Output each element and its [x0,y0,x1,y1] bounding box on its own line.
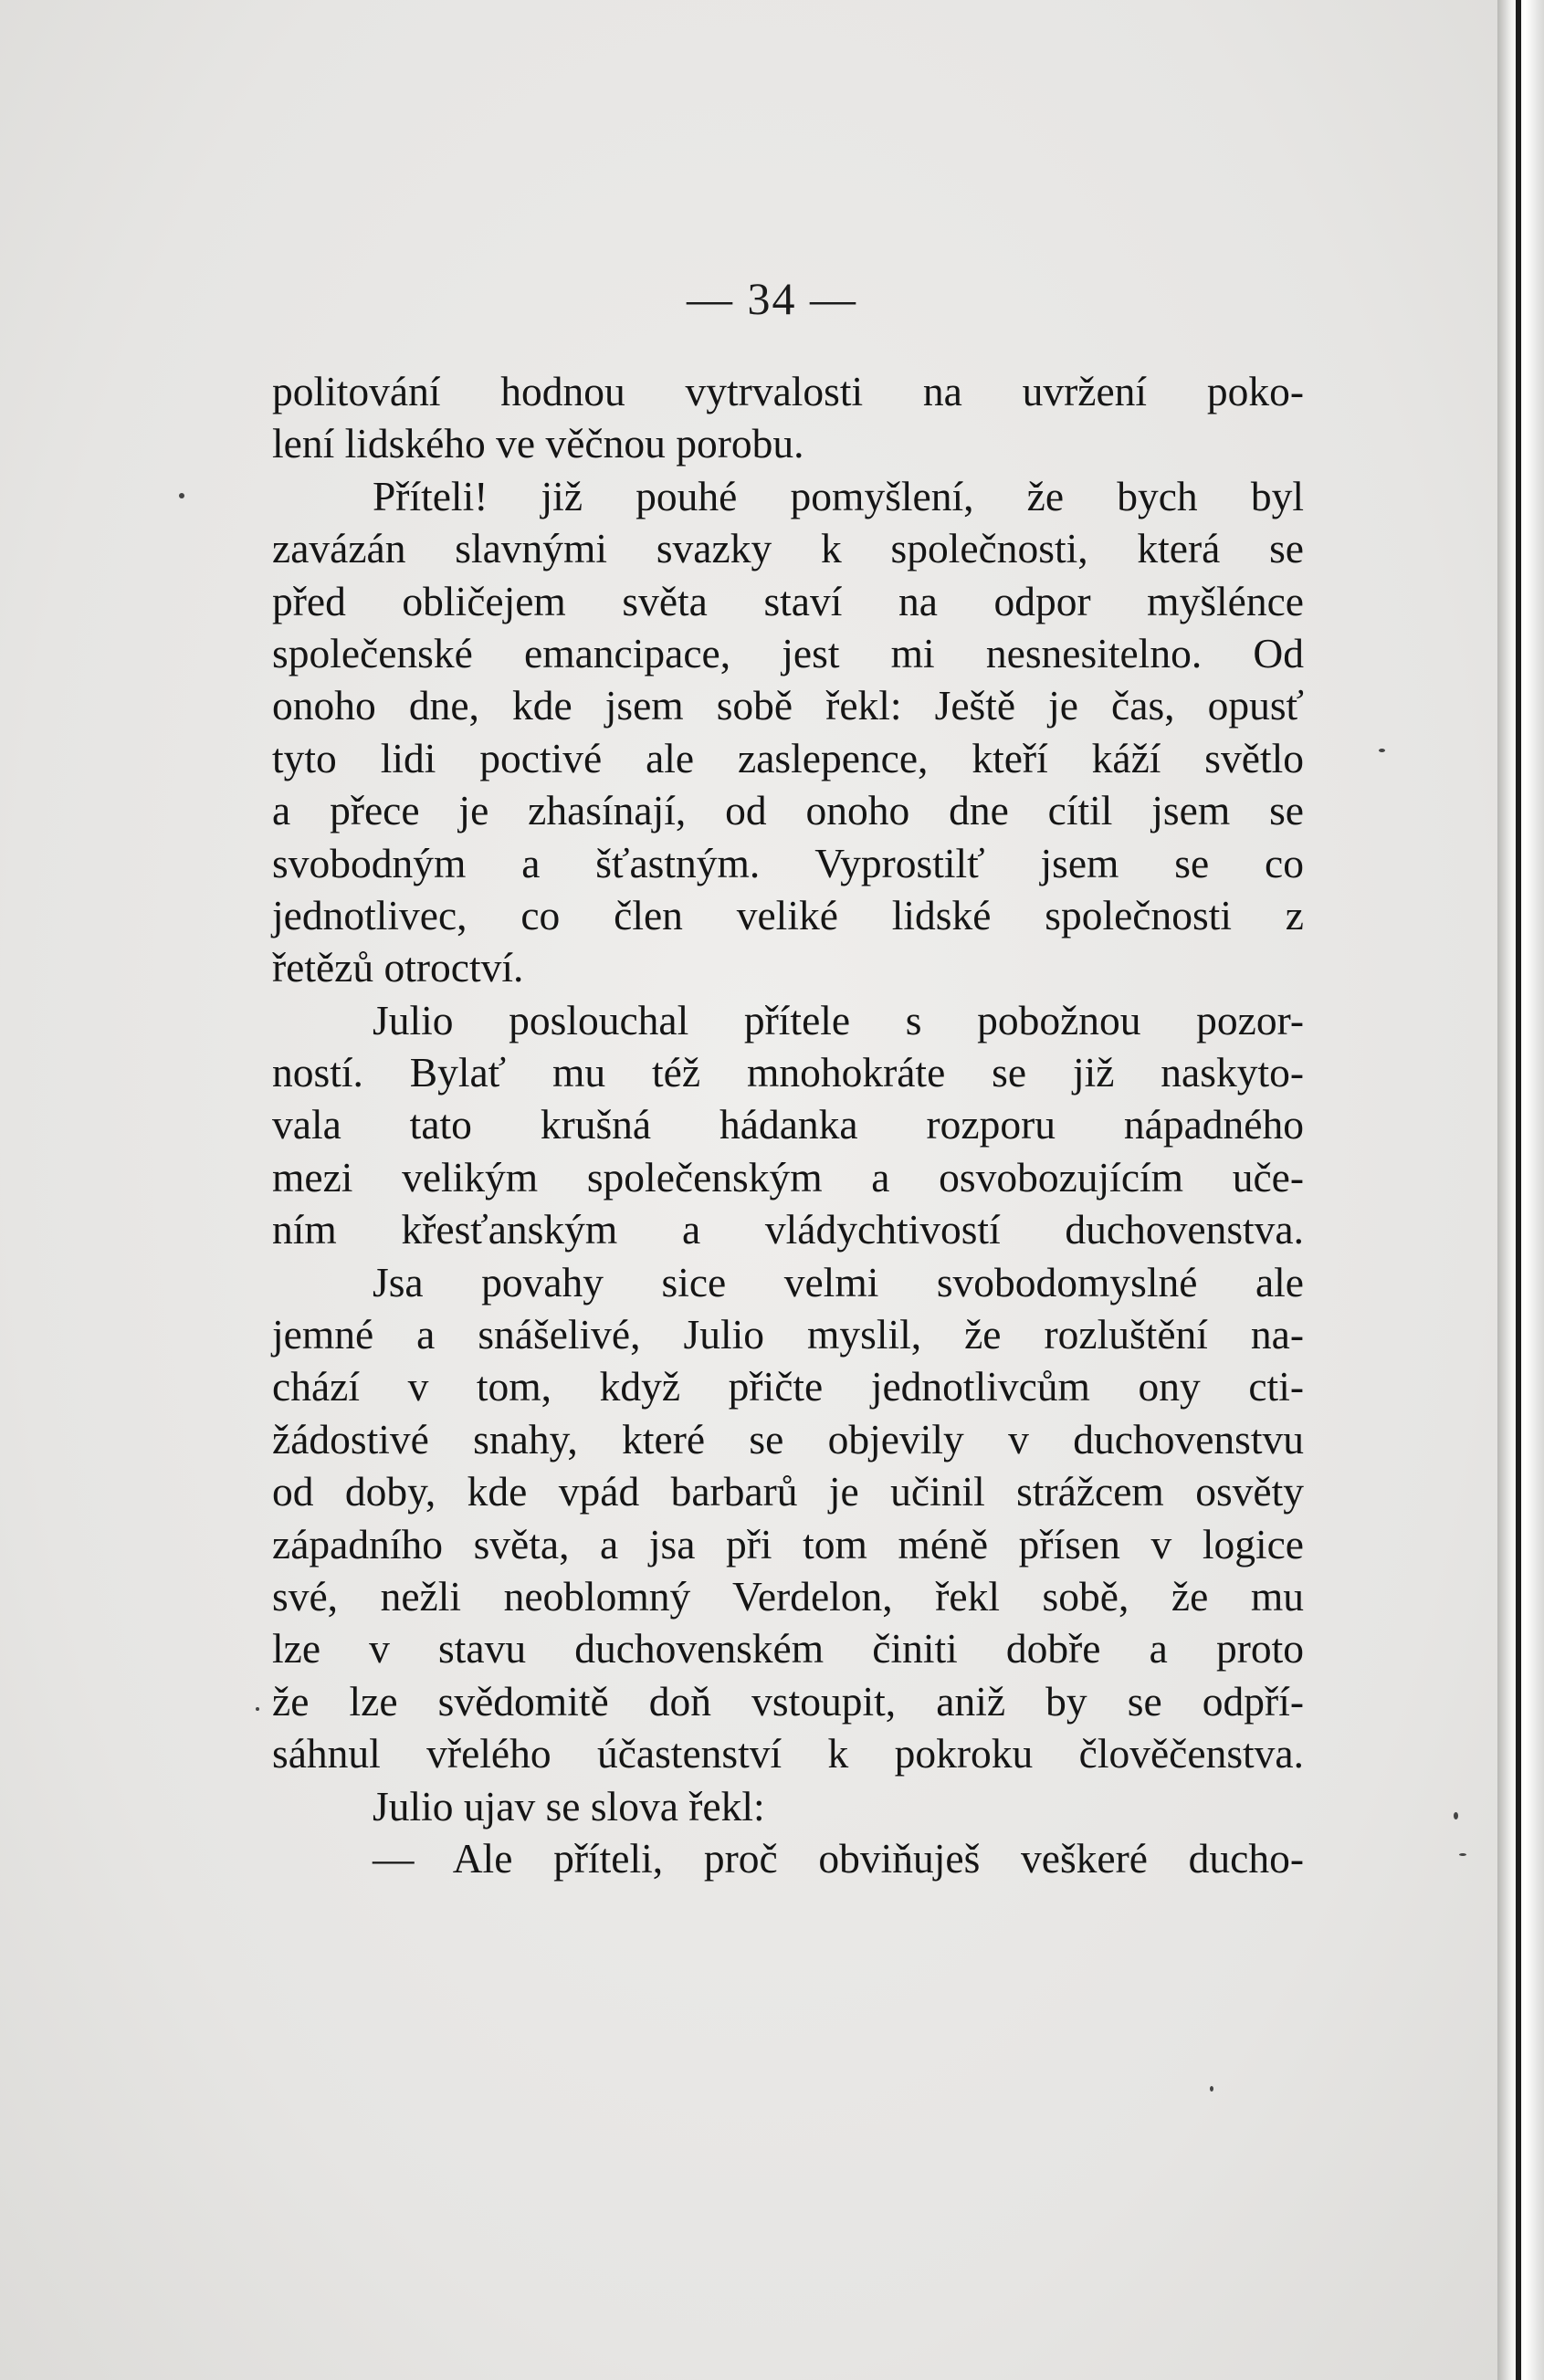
print-speck [1379,749,1385,752]
text-line: vala tato krušná hádanka rozporu nápadného [272,1101,1304,1148]
text-line: lení lidského ve věčnou porobu. [272,420,804,467]
text-line: svobodným a šťastným. Vyprostilť jsem se co [272,839,1304,886]
text-line: od doby, kde vpád barbarů je učinil strážcem osvěty [272,1468,1304,1515]
page-edge [1516,0,1521,2380]
print-speck [1210,2086,1213,2092]
print-speck [179,493,184,498]
text-line: sáhnul vřelého účastenství k pokroku člověčenstva. [272,1730,1304,1777]
text-line: chází v tom, když přičte jednotlivcům ony cti- [272,1363,1304,1410]
text-line: ností. Bylať mu též mnohokráte se již naskyto- [272,1049,1304,1096]
text-line: politování hodnou vytrvalosti na uvržení poko- [272,368,1304,414]
text-line: mezi velikým společenským a osvobozujícím uče- [272,1153,1304,1200]
text-line: tyto lidi poctivé ale zaslepence, kteří káží světlo [272,734,1304,781]
text-line: Příteli! již pouhé pomyšlení, že bych byl [373,472,1304,519]
text-line: a přece je zhasínají, od onoho dne cítil jsem se [272,787,1304,834]
text-line: žádostivé snahy, které se objevily v duchovenstvu [272,1415,1304,1463]
text-line: západního světa, a jsa při tom méně přísen v logice [272,1520,1304,1567]
print-speck [1454,1812,1458,1819]
text-line: Jsa povahy sice velmi svobodomyslné ale [373,1258,1304,1305]
text-line: před obličejem světa staví na odpor myšlénce [272,577,1304,624]
text-line: zavázán slavnými svazky k společnosti, která se [272,525,1304,572]
text-line: lze v stavu duchovenském činiti dobře a proto [272,1625,1304,1672]
text-line: jednotlivec, co člen veliké lidské společnosti z [272,891,1304,938]
text-line: řetězů otroctví. [272,944,524,991]
text-line: své, nežli neoblomný Verdelon, řekl sobě, že mu [272,1572,1304,1620]
body-text [272,365,1304,1884]
text-line: Julio poslouchal přítele s pobožnou pozor- [373,996,1304,1043]
text-line: společenské emancipace, jest mi nesnesitelno. Od [272,629,1304,676]
text-line: Julio ujav se slova řekl: [373,1782,765,1830]
text-line: že lze svědomitě doň vstoupit, aniž by se odpří- [272,1677,1304,1725]
print-speck [256,1707,259,1711]
text-line: — Ale příteli, proč obviňuješ veškeré ducho- [373,1834,1304,1882]
print-speck [1459,1853,1466,1856]
page-number: — 34 — [687,273,857,324]
text-line: onoho dne, kde jsem sobě řekl: Ještě je čas, opusť [272,682,1304,729]
text-line: ním křesťanským a vládychtivostí duchovenstva. [272,1206,1304,1253]
text-line: jemné a snášelivé, Julio myslil, že rozluštění na- [272,1311,1304,1358]
